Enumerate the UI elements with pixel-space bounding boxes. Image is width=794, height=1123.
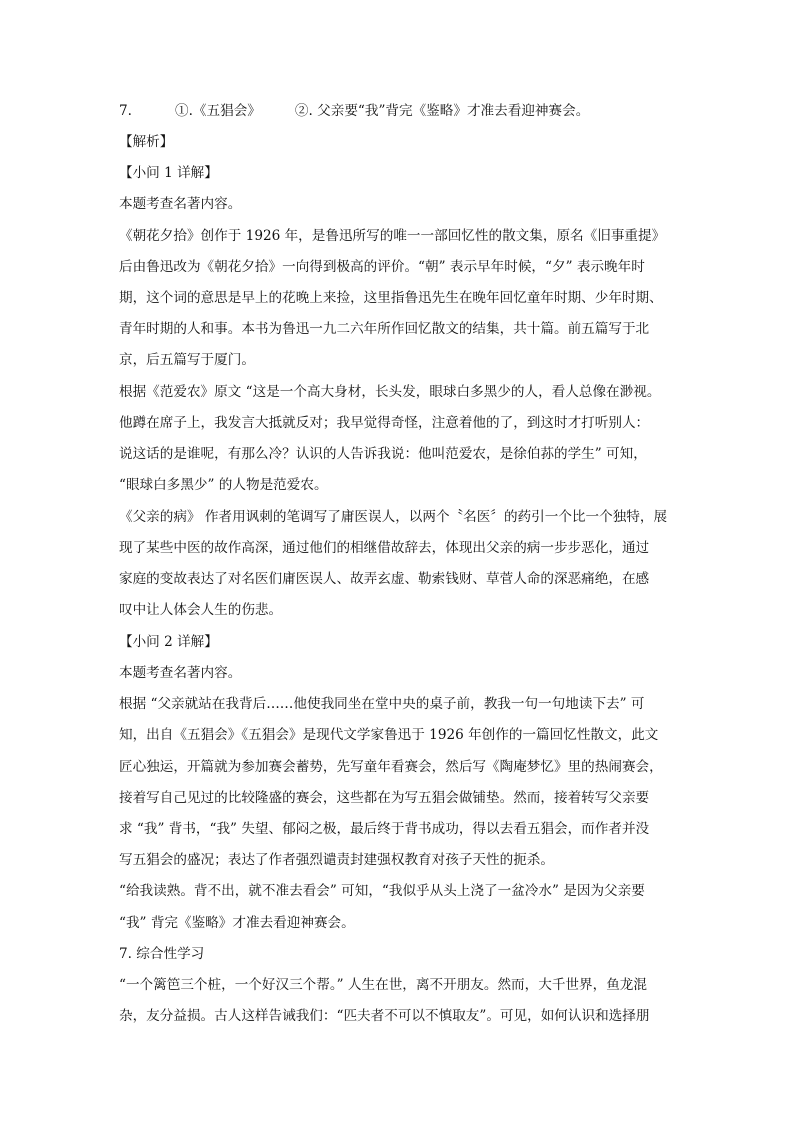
sub1-para3-line: 《父亲的病》 作者用讽刺的笔调写了庸医误人，以两个〝名医〞的药引一个比一个独特，展 [119, 509, 668, 525]
sub1-para1-line: 《朝花夕拾》创作于 1926 年，是鲁迅所写的唯一一部回忆性的散文集，原名《旧事重提》 [119, 228, 666, 244]
sub1-para2-line: 他蹲在席子上，我发言大抵就反对；我早觉得奇怪，注意着他的了，到这时才打听别人： [119, 415, 650, 431]
sub1-para2-line: “眼球白多黑少” 的人物是范爱农。 [119, 477, 328, 493]
section-para-line: 杂，友分益损。古人这样告诫我们：“匹夫者不可以不慎取友”。可见，如何认识和选择朋 [119, 1008, 650, 1024]
sub1-intro: 本题考查名著内容。 [119, 196, 242, 212]
sub2-intro: 本题考查名著内容。 [119, 665, 242, 681]
sub1-para1-line: 京，后五篇写于厦门。 [119, 352, 255, 368]
question-number: 7. [119, 103, 132, 119]
section-heading: 7. 综合性学习 [119, 946, 205, 962]
sub2-para1-line: 知，出自《五猖会》《五猖会》是现代文学家鲁迅于 1926 年创作的一篇回忆性散文，此文 [119, 727, 659, 743]
sub1-para3-line: 叹中让人体会人生的伤悲。 [119, 602, 283, 618]
section-para-line: “一个篱笆三个桩，一个好汉三个帮。” 人生在世，离不开朋友。然而，大千世界，鱼龙混 [119, 977, 647, 993]
sub1-para3-line: 家庭的变故表达了对名医们庸医误人、故弄玄虚、勒索钱财、草菅人命的深恶痛绝，在感 [119, 571, 650, 587]
sub1-para2-line: 说这话的是谁呢，有那么冷？认识的人告诉我说：他叫范爱农，是徐伯荪的学生” 可知， [119, 446, 647, 462]
sub2-para1-line: 接着写自己见过的比较隆盛的赛会，这些都在为写五猖会做铺垫。然而，接着转写父亲要 [119, 790, 650, 806]
sub1-para1-line: 后由鲁迅改为《朝花夕拾》一向得到极高的评价。“朝” 表示早年时候，“夕” 表示晚年时 [119, 259, 645, 275]
sub1-para3-line: 现了某些中医的故作高深，通过他们的相继借故辞去，体现出父亲的病一步步恶化，通过 [119, 540, 650, 556]
answer-part-2: ②. 父亲要“我”背完《鉴略》才准去看迎神赛会。 [294, 103, 590, 119]
sub2-para1-line: 根据 “父亲就站在我背后……他使我同坐在堂中央的桌子前，教我一句一句地读下去” 可 [119, 696, 645, 712]
analysis-label: 【解析】 [119, 134, 174, 150]
sub2-heading: 【小问 2 详解】 [119, 634, 218, 650]
sub2-para1-line: 求 “我” 背书，“我” 失望、郁闷之极，最后终于背书成功，得以去看五猖会，而作者并没 [119, 821, 650, 837]
sub2-para2-line: “给我读熟。背不出，就不准去看会” 可知，“我似乎从头上浇了一盆冷水” 是因为父亲要 [119, 883, 645, 899]
sub1-para2-line: 根据《范爱农》原文 “这是一个高大身材，长头发，眼球白多黑少的人，看人总像在渺视。 [119, 384, 661, 400]
sub1-para1-line: 期，这个词的意思是早上的花晚上来捡，这里指鲁迅先生在晚年回忆童年时期、少年时期、 [119, 290, 663, 306]
answer-line [119, 101, 589, 121]
sub1-para1-line: 青年时期的人和事。本书为鲁迅一九二六年所作回忆散文的结集，共十篇。前五篇写于北 [119, 321, 650, 337]
sub2-para1-line: 写五猖会的盛况；表达了作者强烈谴责封建强权教育对孩子天性的扼杀。 [119, 852, 554, 868]
sub2-para2-line: “我” 背完《鉴略》才准去看迎神赛会。 [119, 915, 355, 931]
sub2-para1-line: 匠心独运，开篇就为参加赛会蓄势，先写童年看赛会，然后写《陶庵梦忆》里的热闹赛会， [119, 759, 663, 775]
sub1-heading: 【小问 1 详解】 [119, 165, 218, 181]
answer-part-1: ①.《五猖会》 [175, 103, 261, 119]
